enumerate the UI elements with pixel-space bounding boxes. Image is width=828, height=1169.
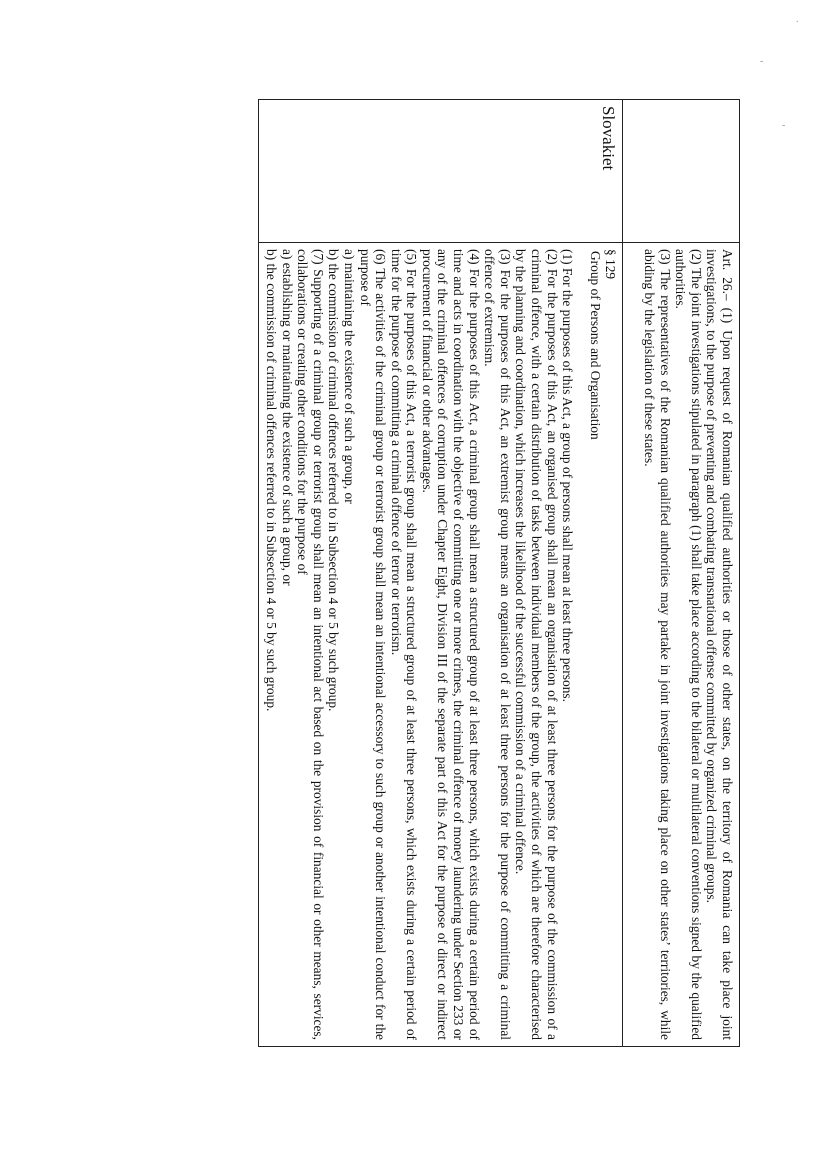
- provisions-cell: [259, 243, 623, 1047]
- section-title: Group of Persons and Organisation: [587, 251, 603, 440]
- paragraph: Art. 26.– (1) Upon request of Romanian qualified authorities or those of other states, on the territory of Romania can take place joint investigations, to the purpose of preventing and combating transnational offense committed by organized criminal groups.: [704, 249, 735, 1040]
- country-cell: Slovakiet: [259, 100, 623, 243]
- legislation-table: [258, 99, 740, 1047]
- scan-speck: .: [796, 14, 799, 25]
- paragraph: (3) The representatives of the Romanian qualified authorities may partake in joint investigations taking place on other states’ territories, while abiding by the legislation of these states.: [642, 249, 673, 1040]
- paragraph: (2) The joint investigations stipulated in paragraph (1) shall take place according to the bilateral or multilateral conventions signed by the qualified authorities.: [673, 249, 704, 1040]
- paragraph: (3) For the purposes of this Act, an extremist group means an organisation of at least three persons for the purpose of committing a criminal offence of extremism.: [482, 249, 513, 1040]
- paragraph: (4) For the purposes of this Act, a criminal group shall mean a structured group of at least three persons, which exists during a certain period of time and acts in coordination with the objective of committing one or more crimes, the criminal offence of money laundering under Section 233 or any of the criminal offences of corruption under Chapter Eight, Division III of the separate part of this Act for the purpose of direct or indirect procurement of financial or other advantages.: [419, 249, 482, 1040]
- paragraph: (2) For the purposes of this Act, an organised group shall mean an organisation of at least three persons for the purpose of the commission of a criminal offence, with a certain distribution of tasks between individual members of the group, the activities of which are therefore characterised by the planning and coordination, which increases the likelihood of the successful commission of a criminal offence.: [513, 249, 560, 1040]
- provisions-cell: [623, 243, 740, 1047]
- paragraph: b) the commission of criminal offences referred to in Subsection 4 or 5 by such group.: [263, 249, 279, 712]
- rotated-table-container: [90, 99, 740, 1047]
- section-number: § 129: [603, 249, 619, 280]
- paragraph: (5) For the purposes of this Act, a terrorist group shall mean a structured group of at least three persons, which exists during a certain period of time for the purpose of committing a criminal offence of terror or terrorism.: [388, 249, 420, 1040]
- table-row-romania: [623, 100, 740, 1047]
- scan-speck: -: [782, 120, 786, 131]
- paragraph: (6) The activities of the criminal group or terrorist group shall mean an intentional accessory to such group or another intentional conduct for the purpose of: [357, 249, 389, 1040]
- country-cell: [623, 100, 740, 243]
- scan-speck: -: [760, 56, 764, 67]
- paragraph: a) establishing or maintaining the existence of such a group, or: [279, 249, 295, 586]
- paragraph: a) maintaining the existence of such a group, or: [341, 249, 357, 504]
- table-row-slovakia: [259, 100, 623, 1047]
- paragraph: b) the commission of criminal offences referred to in Subsection 4 or 5 by such group.: [326, 249, 342, 712]
- paragraph: (1) For the purposes of this Act, a group of persons shall mean at least three persons.: [560, 249, 576, 702]
- paragraph: (7) Supporting of a criminal group or terrorist group shall mean an intentional act based on the provision of financial or other means, services, collaborations or creating other conditions for the purpose of: [295, 249, 326, 1040]
